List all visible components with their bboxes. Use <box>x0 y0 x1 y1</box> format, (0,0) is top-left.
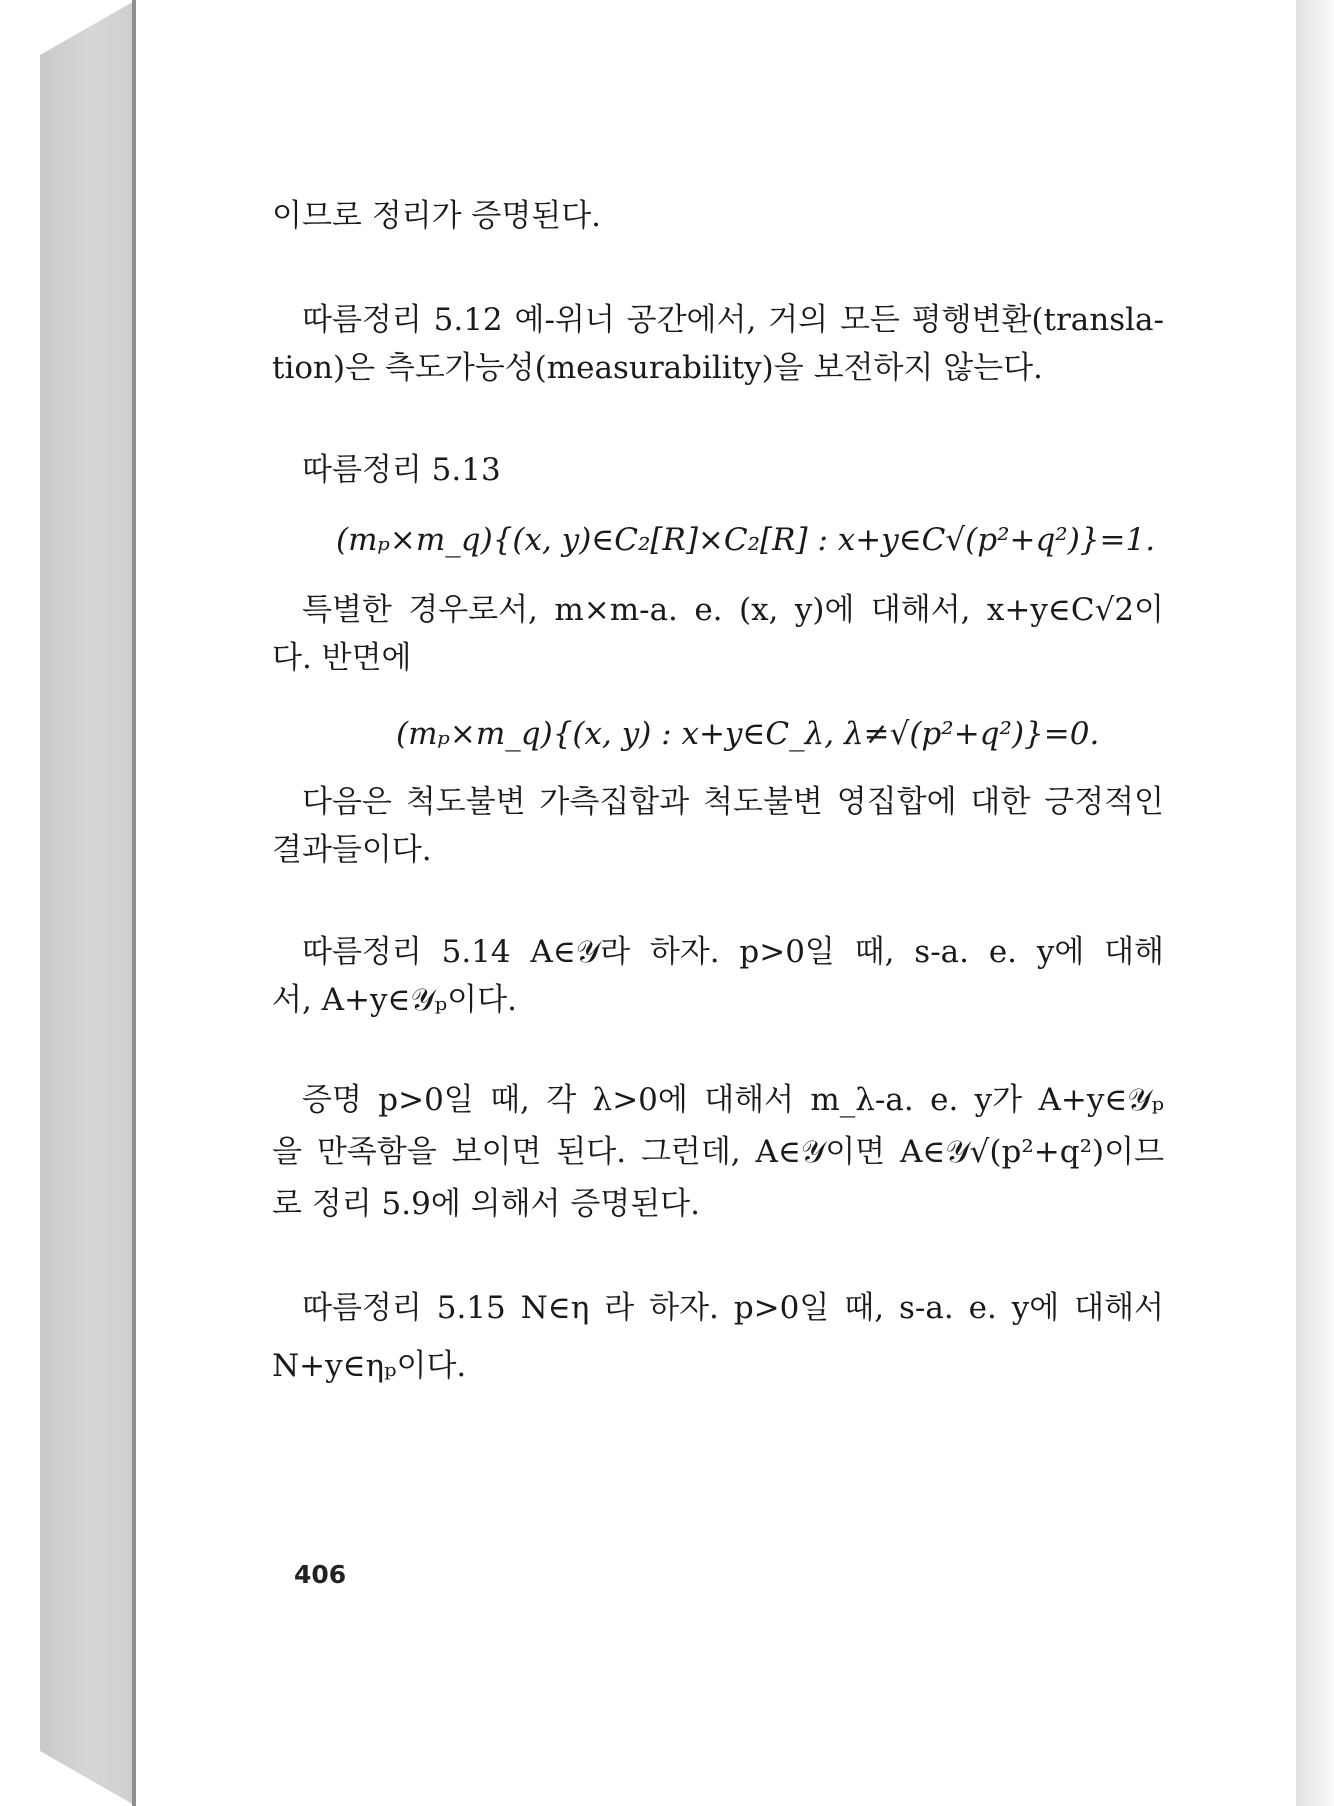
corollary-5-14-line-1: 따름정리 5.14 A∈𝒴라 하자. p>0일 때, s-a. e. y에 대해 <box>302 934 1164 970</box>
corollary-5-13-heading: 따름정리 5.13 <box>302 452 501 488</box>
proof-line-1: 증명 p>0일 때, 각 λ>0에 대해서 m_λ-a. e. y가 A+y∈𝒴ₚ <box>302 1082 1164 1118</box>
corollary-5-12-line-2: tion)은 측도가능성(measurability)을 보전하지 않는다. <box>272 350 1043 386</box>
formula-contrast: (mₚ×m_q){(x, y) : x+y∈C_λ, λ≠√(p²+q²)}=0. <box>396 716 1100 752</box>
corollary-5-14-line-2: 서, A+y∈𝒴ₚ이다. <box>272 982 517 1018</box>
text-line-1: 이므로 정리가 증명된다. <box>272 198 602 234</box>
text-special-case-line-1: 특별한 경우로서, m×m-a. e. (x, y)에 대해서, x+y∈C√2이 <box>302 592 1164 628</box>
proof-line-2: 을 만족함을 보이면 된다. 그런데, A∈𝒴이면 A∈𝒴√(p²+q²)이므 <box>272 1134 1164 1170</box>
corollary-5-12-line-1: 따름정리 5.12 예-위너 공간에서, 거의 모든 평행변환(transla- <box>302 302 1164 338</box>
proof-line-3: 로 정리 5.9에 의해서 증명된다. <box>272 1186 700 1222</box>
book-spine <box>40 0 136 1806</box>
formula-5-13: (mₚ×m_q){(x, y)∈C₂[R]×C₂[R] : x+y∈C√(p²+q²)}=1. <box>336 522 1156 558</box>
page-number: 406 <box>294 1560 347 1589</box>
corollary-5-15-line-1: 따름정리 5.15 N∈η 라 하자. p>0일 때, s-a. e. y에 대해서 <box>302 1290 1164 1326</box>
book-page <box>136 0 1296 1806</box>
text-positive-results-line-1: 다음은 척도불변 가측집합과 척도불변 영집합에 대한 긍정적인 <box>302 784 1164 820</box>
text-special-case-line-2: 다. 반면에 <box>272 640 412 676</box>
page-edge <box>1296 0 1334 1806</box>
text-positive-results-line-2: 결과들이다. <box>272 832 432 868</box>
corollary-5-15-line-2: N+y∈ηₚ이다. <box>272 1348 467 1384</box>
